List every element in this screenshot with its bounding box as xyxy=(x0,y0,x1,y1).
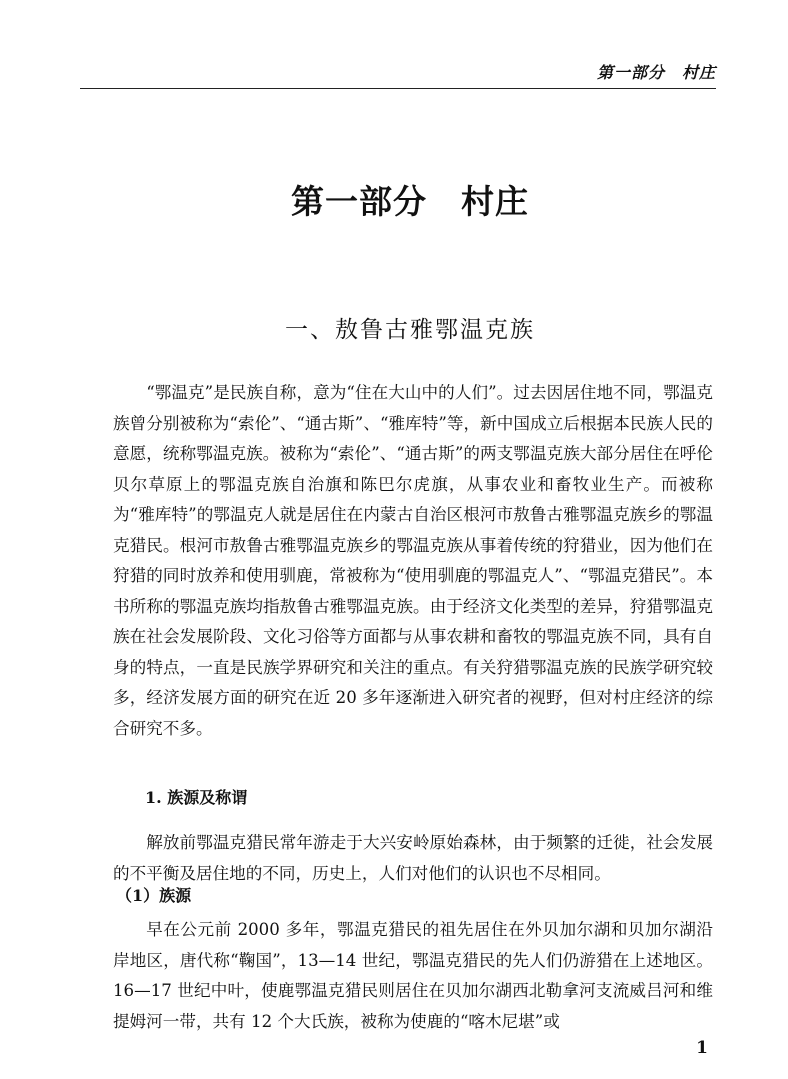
body-paragraph-origins-intro: 解放前鄂温克猎民常年游走于大兴安岭原始森林，由于频繁的迁徙，社会发展的不平衡及居住地的不同，历史上，人们对他们的认识也不尽相同。 xyxy=(113,833,713,883)
running-header-text: 第一部分 村庄 xyxy=(596,63,716,82)
part-title: 第一部分 村庄 xyxy=(291,182,529,221)
subheading-origins-and-names: 1. 族源及称谓 xyxy=(145,788,248,807)
subheading-origins: （1）族源 xyxy=(116,886,192,905)
body-paragraph-intro: “鄂温克”是民族自称，意为“住在大山中的人们”。过去因居住地不同，鄂温克族曾分别被称为“索伦”、“通古斯”、“雅库特”等，新中国成立后根据本民族人民的意愿，统称鄂温克族。被称为“索伦”、“通古斯”的两支鄂温克族大部分居住在呼伦贝尔草原上的鄂温克族自治旗和陈巴尔虎旗，从事农业和畜牧业生产。而被称为“雅库特”的鄂温克人就是居住在内蒙古自治区根河市敖鲁古雅鄂温克族乡的鄂温克猎民。根河市敖鲁古雅鄂温克族乡的鄂温克族从事着传统的狩猎业，因为他们在狩猎的同时放养和使用驯鹿，常被称为“使用驯鹿的鄂温克人”、“鄂温克猎民”。本书所称的鄂温克族均指敖鲁古雅鄂温克族。由于经济文化类型的差异，狩猎鄂温克族在社会发展阶段、文化习俗等方面都与从事农耕和畜牧的鄂温克族不同，具有自身的特点，一直是民族学界研究和关注的重点。有关狩猎鄂温克族的民族学研究较多，经济发展方面的研究在近 20 多年逐渐进入研究者的视野，但对村庄经济的综合研究不多。 xyxy=(113,383,713,738)
section-title: 一、敖鲁古雅鄂温克族 xyxy=(285,317,535,343)
body-paragraph-origins-body: 早在公元前 2000 多年，鄂温克猎民的祖先居住在外贝加尔湖和贝加尔湖沿岸地区，唐代称“鞠国”，13—14 世纪，鄂温克猎民的先人们仍游猎在上述地区。16—17 世纪中叶，使鹿鄂温克猎民则居住在贝加尔湖西北勒拿河支流威吕河和维提姆河一带，共有 12 个大氏族，被称为使鹿的“喀木尼堪”或 xyxy=(113,920,713,1031)
running-header xyxy=(80,62,716,89)
page-number: 1 xyxy=(696,1038,708,1058)
